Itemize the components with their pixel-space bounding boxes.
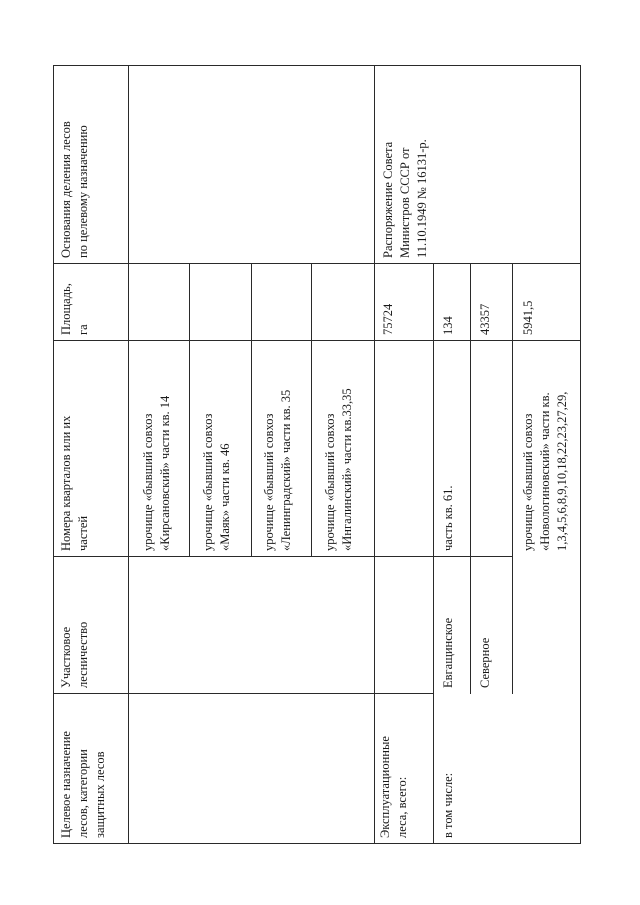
col-divider-basis <box>53 263 580 264</box>
area-novologinovsky: 5941,5 <box>521 300 535 335</box>
forestry-evgashchinskoe: Евгащинское <box>441 617 455 688</box>
quarters-novologinovsky: урочище «бывший совхоз «Новологиновский» части кв. 1,3,4,5,6,8,9,10,18,22,23,27,29, <box>521 391 569 551</box>
including-label: в том числе: <box>441 772 455 838</box>
forestry-severnoe: Северное <box>478 637 492 688</box>
table-border-top <box>53 65 581 66</box>
exploitation-label: Эксплуатационные леса, всего: <box>378 736 409 838</box>
header-purpose: Целевое назначение лесов, категории защитных лесов <box>59 731 107 838</box>
quarters-row-4: урочище «бывший совхоз «Ингалинский» части кв.33,35 <box>323 388 354 551</box>
subrow-divider-1 <box>189 263 190 557</box>
quarters-row-1: урочище «бывший совхоз «Кирсановский» части кв. 14 <box>141 395 172 551</box>
col-divider-forestry <box>53 693 433 694</box>
quarters-row-3: урочище «бывший совхоз «Ленинградский» части кв. 35 <box>262 389 293 551</box>
header-area: Площадь, га <box>59 283 90 335</box>
exploitation-area: 75724 <box>381 303 395 335</box>
header-forestry: Участковое лесничество <box>59 621 90 688</box>
exploitation-basis: Распоряжение Совета Министров СССР от 11.10.1949 № 16131-р. <box>381 139 429 258</box>
header-row-divider <box>128 65 129 844</box>
subrow-divider-2 <box>251 263 252 557</box>
table-border-right <box>580 65 581 844</box>
quarters-row-2: урочище «бывший совхоз «Маяк» части кв. 46 <box>201 413 232 551</box>
forestry-divider <box>470 263 471 694</box>
exploitation-divider <box>374 65 375 844</box>
table-border-bottom <box>53 843 581 844</box>
subrow-divider-3 <box>311 263 312 557</box>
col-divider-area <box>53 340 580 341</box>
header-quarters: Номера кварталов или их частей <box>59 415 90 551</box>
table-border-left <box>53 65 54 844</box>
row-divider-exploitation <box>374 556 470 557</box>
last-row-divider <box>512 263 513 694</box>
including-divider <box>433 263 434 844</box>
area-evgashchinskoe: 134 <box>441 316 455 335</box>
quarters-evgashchinskoe: часть кв. 61. <box>441 485 455 551</box>
area-severnoe: 43357 <box>478 303 492 335</box>
header-basis: Основания деления лесов по целевому назначению <box>59 121 90 258</box>
